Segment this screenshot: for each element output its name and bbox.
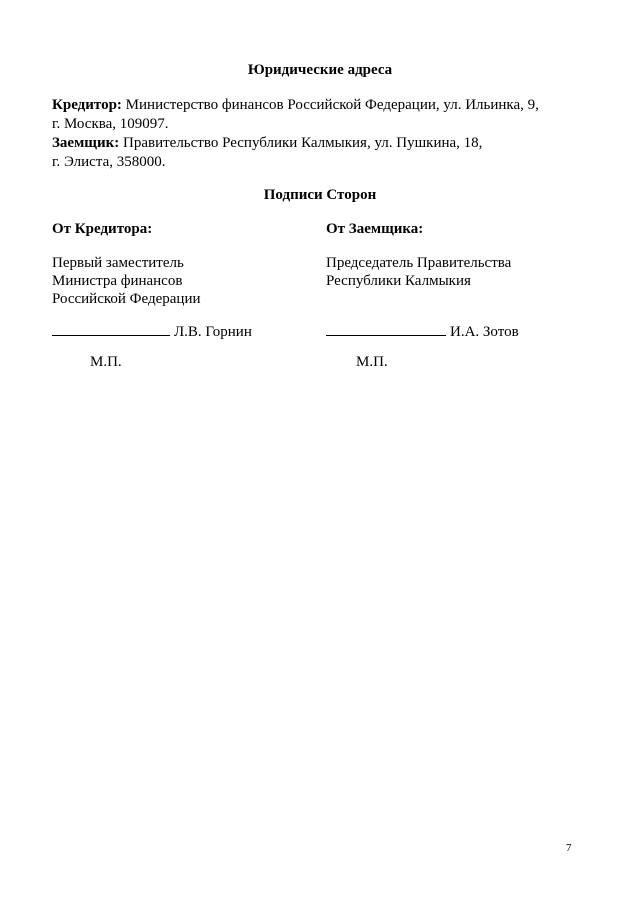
page-number: 7	[566, 842, 572, 854]
borrower-position-line-2: Республики Калмыкия	[326, 273, 471, 289]
creditor-signature-row	[52, 323, 252, 341]
signatures-title: Подписи Сторон	[263, 187, 377, 203]
borrower-label: Заемщик:	[52, 135, 120, 151]
creditor-signature-header: От Кредитора:	[52, 221, 153, 237]
creditor-address-text: Министерство финансов Российской Федерации, ул. Ильинка, 9,	[125, 97, 539, 113]
borrower-signature-header: От Заемщика:	[326, 221, 424, 237]
borrower-address-line-2: г. Элиста, 358000.	[52, 154, 166, 170]
borrower-signature-line	[326, 323, 446, 336]
borrower-signature-row	[326, 323, 519, 341]
creditor-position-line-3: Российской Федерации	[52, 291, 201, 307]
creditor-signature-line	[52, 323, 170, 336]
creditor-seal-mark: М.П.	[90, 354, 122, 370]
creditor-position-line-2: Министра финансов	[52, 273, 183, 289]
creditor-label: Кредитор:	[52, 97, 122, 113]
borrower-seal-mark: М.П.	[356, 354, 388, 370]
creditor-address-line-2: г. Москва, 109097.	[52, 116, 169, 132]
borrower-position-line-1: Председатель Правительства	[326, 255, 512, 271]
borrower-address-line-1	[52, 135, 482, 152]
creditor-position-line-1: Первый заместитель	[52, 255, 184, 271]
creditor-signatory-name: Л.В. Горнин	[174, 324, 252, 340]
creditor-address-line-1	[52, 97, 539, 114]
borrower-signatory-name: И.А. Зотов	[450, 324, 519, 340]
addresses-title: Юридические адреса	[247, 62, 393, 78]
borrower-address-text: Правительство Республики Калмыкия, ул. Пушкина, 18,	[123, 135, 483, 151]
